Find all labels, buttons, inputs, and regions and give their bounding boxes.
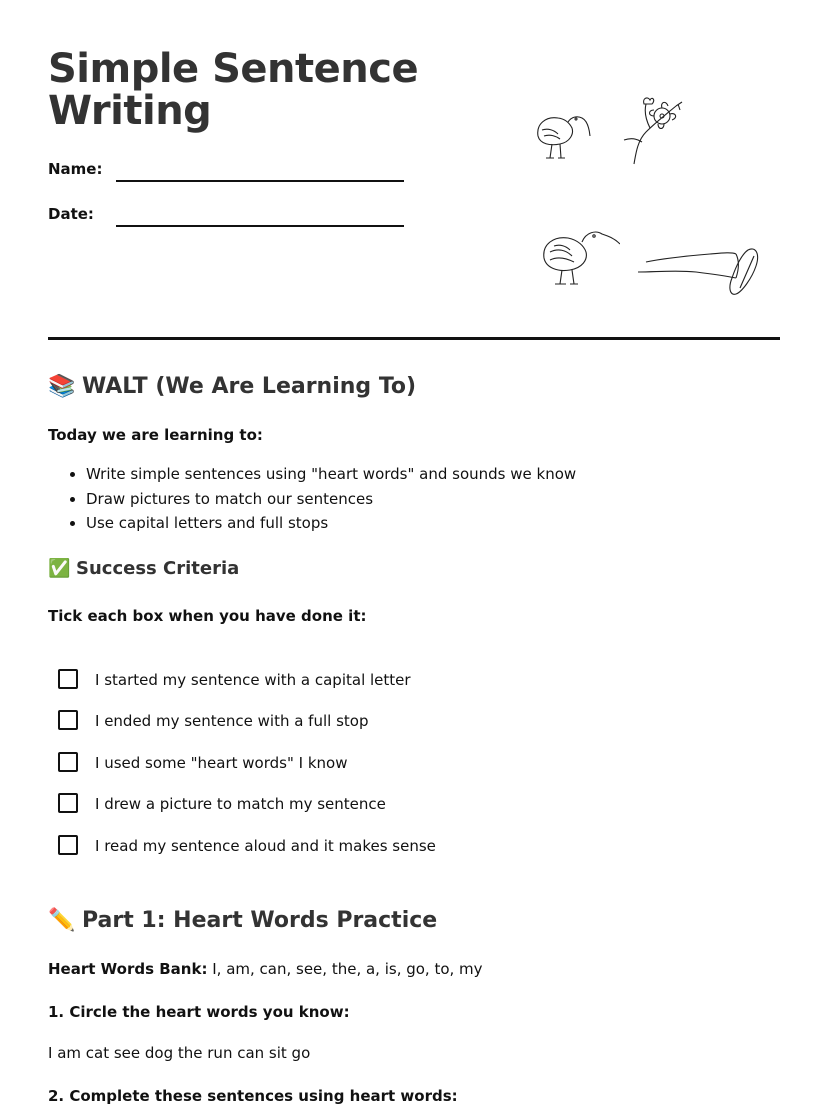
- walt-list: [48, 462, 576, 536]
- list-item: • Draw pictures to match our sentences: [86, 487, 576, 512]
- name-field: [48, 160, 102, 178]
- divider: [48, 337, 780, 340]
- walt-intro: Today we are learning to:: [48, 426, 263, 444]
- page-title: Simple Sentence Writing: [48, 46, 419, 134]
- date-label: Date:: [48, 205, 94, 223]
- question-1: 1. Circle the heart words you know:: [48, 1003, 350, 1021]
- part1-heading: ✏️ Part 1: Heart Words Practice: [48, 908, 438, 933]
- bank-words: I, am, can, see, the, a, is, go, to, my: [212, 960, 483, 978]
- checkbox[interactable]: [58, 835, 78, 855]
- success-heading: ✅ Success Criteria: [48, 558, 240, 579]
- checkbox[interactable]: [58, 752, 78, 772]
- kiwi-bird-icon: [532, 104, 594, 164]
- checkbox[interactable]: [58, 669, 78, 689]
- date-field: [48, 205, 94, 223]
- list-item: • Use capital letters and full stops: [86, 511, 576, 536]
- checkbox[interactable]: [58, 710, 78, 730]
- flower-icon: [616, 92, 686, 166]
- name-line[interactable]: [116, 180, 404, 182]
- walt-heading: 📚 WALT (We Are Learning To): [48, 374, 417, 399]
- check-icon: ✅: [48, 558, 71, 579]
- question-2: 2. Complete these sentences using heart words:: [48, 1087, 458, 1105]
- date-line[interactable]: [116, 225, 404, 227]
- question-1-words: I am cat see dog the run can sit go: [48, 1044, 311, 1062]
- success-intro: Tick each box when you have done it:: [48, 607, 367, 625]
- heart-words-bank: [48, 960, 483, 978]
- books-icon: 📚: [48, 374, 76, 399]
- checkbox[interactable]: [58, 793, 78, 813]
- kiwi-bird-large-icon: [540, 222, 620, 292]
- pencil-icon: ✏️: [48, 908, 76, 933]
- name-label: Name:: [48, 160, 103, 178]
- bank-label: Heart Words Bank:: [48, 960, 208, 978]
- surfboard-icon: [636, 242, 762, 298]
- list-item: • Write simple sentences using "heart words" and sounds we know: [86, 462, 576, 487]
